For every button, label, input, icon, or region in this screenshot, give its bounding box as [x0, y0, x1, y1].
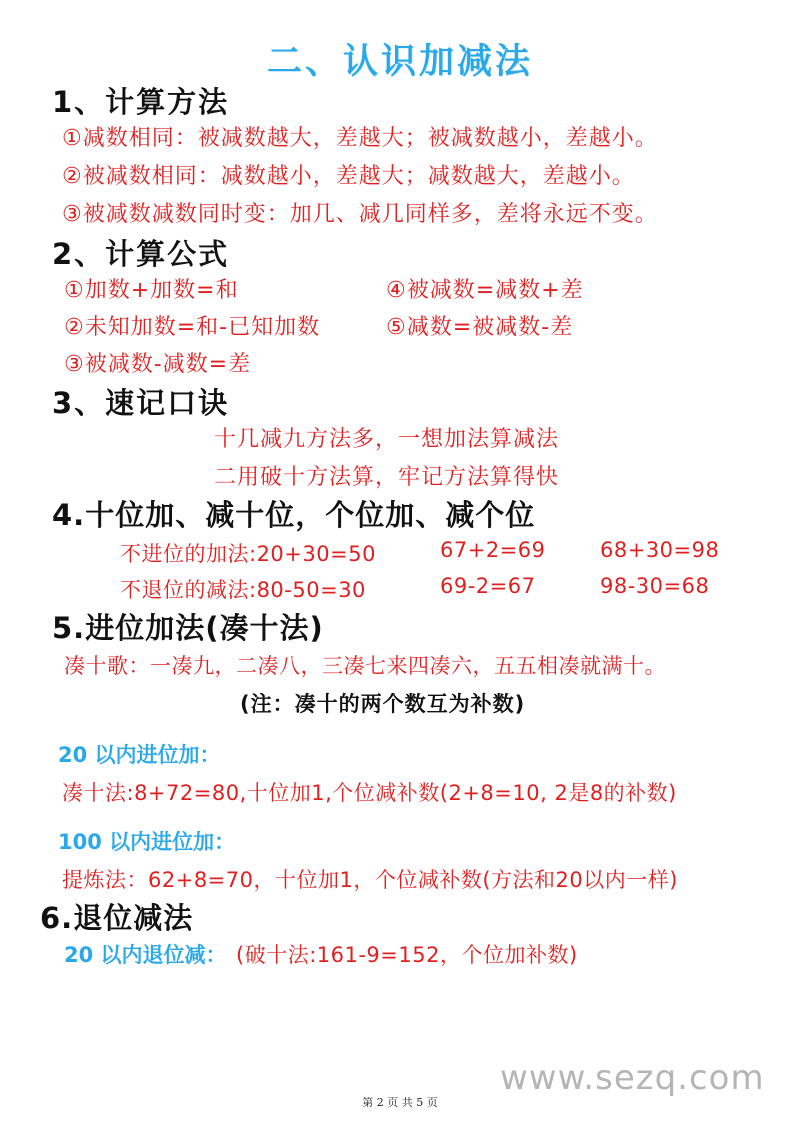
page-number: 第 2 页 共 5 页 — [362, 1096, 438, 1109]
mnemonic-line-1: 十几减九方法多，一想加法算减法 — [214, 427, 560, 452]
make-ten-song: 凑十歌：一凑九，二凑八，三凑七来四凑六，五五相凑就满十。 — [64, 654, 666, 678]
section-1-heading: 1、计算方法 — [52, 85, 230, 119]
within-100-carry-label: 100 以内进位加： — [58, 830, 236, 854]
section-3-heading: 3、速记口诀 — [52, 386, 230, 420]
s1-line-3: ③被减数减数同时变：加几、减几同样多，差将永远不变。 — [62, 202, 658, 227]
formula-5: ⑤减数=被减数-差 — [386, 315, 574, 340]
formula-2: ②未知加数=和-已知加数 — [64, 315, 321, 340]
section-2-heading: 2、计算公式 — [52, 237, 230, 271]
watermark: www.sezq.com — [500, 1058, 765, 1098]
within-100-carry-text: 提炼法：62+8=70，十位加1，个位减补数(方法和20以内一样) — [62, 868, 678, 892]
within-20-carry-label: 20 以内进位加： — [58, 743, 221, 767]
no-carry-add-example-3: 68+30=98 — [600, 538, 720, 562]
mnemonic-line-2: 二用破十方法算，牢记方法算得快 — [214, 465, 560, 490]
page-title: 二、认识加减法 — [266, 42, 533, 82]
no-carry-add-example: 不进位的加法:20+30=50 — [120, 542, 376, 566]
within-20-carry-text: 凑十法:8+72=80,十位加1,个位减补数(2+8=10, 2是8的补数) — [62, 781, 677, 805]
no-borrow-sub-example-2: 69-2=67 — [440, 574, 536, 598]
make-ten-note: (注：凑十的两个数互为补数) — [240, 692, 526, 716]
no-carry-add-example-2: 67+2=69 — [440, 538, 546, 562]
s1-line-1: ①减数相同：被减数越大，差越大；被减数越小，差越小。 — [62, 126, 658, 151]
section-4-heading: 4.十位加、减十位，个位加、减个位 — [52, 498, 536, 532]
no-borrow-sub-example: 不退位的减法:80-50=30 — [120, 578, 366, 602]
section-6-heading: 6.退位减法 — [40, 901, 194, 935]
formula-4: ④被减数=减数+差 — [386, 278, 584, 303]
section-5-heading: 5.进位加法(凑十法) — [52, 611, 324, 645]
no-borrow-sub-example-3: 98-30=68 — [600, 574, 710, 598]
formula-1: ①加数+加数=和 — [64, 278, 239, 303]
within-20-borrow-label: 20 以内退位减： — [64, 943, 227, 967]
s1-line-2: ②被减数相同：减数越小，差越大；减数越大，差越小。 — [62, 164, 635, 189]
within-20-borrow-text: (破十法:161-9=152，个位加补数) — [236, 943, 578, 967]
formula-3: ③被减数-减数=差 — [64, 352, 252, 377]
